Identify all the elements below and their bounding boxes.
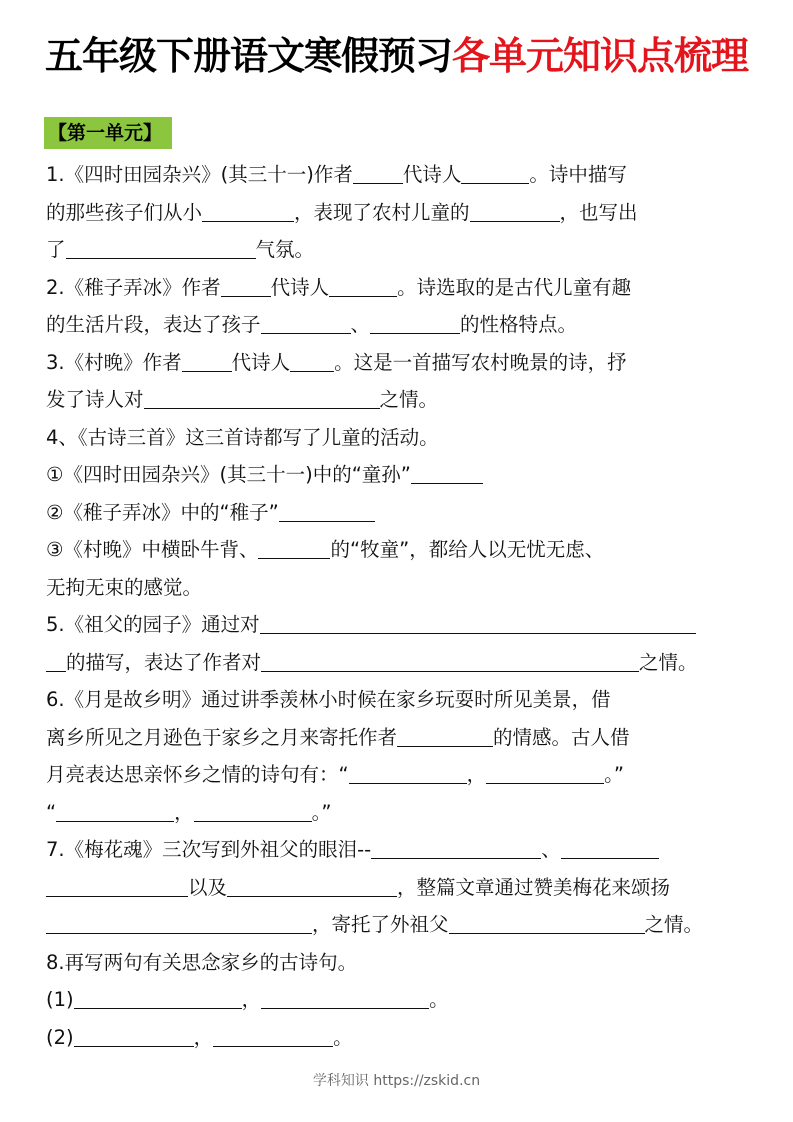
line-text: 4、《古诗三首》这三首诗都写了儿童的活动。 xyxy=(46,425,439,449)
worksheet-line xyxy=(46,494,751,532)
fill-in-blank[interactable] xyxy=(66,236,256,259)
line-text: 。诗中描写 xyxy=(529,163,627,186)
worksheet-line xyxy=(46,681,751,719)
worksheet-line xyxy=(46,981,751,1019)
fill-in-blank[interactable] xyxy=(461,161,529,184)
line-text: 6.《月是故乡明》通过讲季羡林小时候在家乡玩耍时所见美景，借 xyxy=(46,688,611,711)
worksheet-line xyxy=(46,231,751,269)
fill-in-blank[interactable] xyxy=(260,611,696,634)
line-text: 。” xyxy=(604,763,624,786)
line-text: 之情。 xyxy=(644,913,704,936)
worksheet-line xyxy=(46,194,751,232)
worksheet-line xyxy=(46,306,751,344)
line-text: ①《四时田园杂兴》(其三十一)中的“童孙” xyxy=(46,463,411,486)
fill-in-blank[interactable] xyxy=(182,349,232,372)
line-text: 发了诗人对 xyxy=(46,388,144,411)
line-text: 的描写，表达了作者对 xyxy=(66,650,262,674)
fill-in-blank[interactable] xyxy=(258,536,330,559)
line-text: 以及 xyxy=(188,875,228,899)
worksheet-line xyxy=(46,419,751,457)
fill-in-blank[interactable] xyxy=(561,836,659,859)
line-text: 1.《四时田园杂兴》(其三十一)作者 xyxy=(46,163,353,186)
line-text: 月亮表达思亲怀乡之情的诗句有：“ xyxy=(46,763,349,786)
line-text: 。 xyxy=(333,1025,353,1049)
fill-in-blank[interactable] xyxy=(279,499,375,522)
fill-in-blank[interactable] xyxy=(449,911,645,934)
line-text: 。这是一首描写农村晚景的诗，抒 xyxy=(334,350,627,374)
line-text: 5.《祖父的园子》通过对 xyxy=(46,613,260,636)
worksheet-line xyxy=(46,869,751,907)
fill-in-blank[interactable] xyxy=(353,161,403,184)
fill-in-blank[interactable] xyxy=(370,311,460,334)
line-text: 。” xyxy=(311,800,332,824)
line-text: 7.《梅花魂》三次写到外祖父的眼泪-- xyxy=(46,838,372,861)
fill-in-blank[interactable] xyxy=(349,761,467,784)
worksheet-line xyxy=(46,719,751,757)
line-text: ③《村晚》中横卧牛背、 xyxy=(46,538,259,561)
worksheet-line xyxy=(46,831,751,869)
fill-in-blank[interactable] xyxy=(213,1024,333,1047)
line-text: 的性格特点。 xyxy=(460,313,578,336)
title-main: 五年级下册语文寒假预习 xyxy=(44,34,452,78)
fill-in-blank[interactable] xyxy=(74,986,242,1009)
worksheet-line xyxy=(46,944,751,982)
worksheet-line xyxy=(46,156,751,194)
line-text: 的生活片段，表达了孩子 xyxy=(46,313,261,336)
fill-in-blank[interactable] xyxy=(397,724,493,747)
line-text: (1) xyxy=(46,988,74,1011)
line-text: 的那些孩子们从小 xyxy=(46,200,203,224)
fill-in-blank[interactable] xyxy=(329,274,397,297)
fill-in-blank[interactable] xyxy=(290,349,334,372)
line-text: 代诗人 xyxy=(402,163,462,186)
page-title xyxy=(0,32,793,80)
line-text: 无拘无束的感觉。 xyxy=(46,575,203,599)
fill-in-blank[interactable] xyxy=(46,874,188,897)
footer-watermark: 学科知识 https://zskid.cn xyxy=(312,1073,481,1089)
unit-heading: 【第一单元】 xyxy=(44,117,172,149)
worksheet-line xyxy=(46,1019,751,1057)
worksheet-line xyxy=(46,644,751,682)
fill-in-blank[interactable] xyxy=(261,311,351,334)
worksheet-line xyxy=(46,269,751,307)
line-text: ，整篇文章通过赞美梅花来颂扬 xyxy=(397,875,671,899)
line-text: 气氛。 xyxy=(255,238,315,261)
worksheet-line xyxy=(46,569,751,607)
line-text: ，寄托了外祖父 xyxy=(312,913,449,936)
line-text: 之情。 xyxy=(639,650,698,674)
fill-in-blank[interactable] xyxy=(144,386,380,409)
line-text: ， xyxy=(466,763,487,786)
line-text: ②《稚子弄冰》中的“稚子” xyxy=(46,500,279,524)
line-text: ， xyxy=(193,1025,214,1049)
line-text: 离乡所见之月逊色于家乡之月来寄托作者 xyxy=(46,725,398,749)
line-text: 3.《村晚》作者 xyxy=(46,350,182,374)
fill-in-blank[interactable] xyxy=(194,799,312,822)
line-text: 了 xyxy=(46,238,66,261)
fill-in-blank[interactable] xyxy=(371,836,541,859)
worksheet-line xyxy=(46,756,751,794)
line-text: 。 xyxy=(429,988,449,1011)
fill-in-blank[interactable] xyxy=(74,1024,194,1047)
line-text: (2) xyxy=(46,1025,74,1049)
line-text: 8.再写两句有关思念家乡的古诗句。 xyxy=(46,950,358,974)
fill-in-blank[interactable] xyxy=(261,649,639,672)
line-text: 的“牧童”，都给人以无忧无虑、 xyxy=(330,538,605,561)
fill-in-blank[interactable] xyxy=(470,199,560,222)
fill-in-blank[interactable] xyxy=(227,874,397,897)
worksheet-line xyxy=(46,456,751,494)
worksheet-line xyxy=(46,381,751,419)
fill-in-blank[interactable] xyxy=(261,986,429,1009)
line-text: 、 xyxy=(350,313,371,336)
fill-in-blank[interactable] xyxy=(56,799,174,822)
line-text: 、 xyxy=(541,838,561,861)
fill-in-blank[interactable] xyxy=(202,199,294,222)
worksheet-line xyxy=(46,906,751,944)
line-text: ， xyxy=(241,988,262,1011)
worksheet-line xyxy=(46,344,751,382)
title-highlight: 各单元知识点梳理 xyxy=(452,34,749,78)
fill-in-blank[interactable] xyxy=(46,649,66,672)
line-text: 之情。 xyxy=(379,388,439,411)
line-text: 代诗人 xyxy=(270,275,330,299)
line-text: ，也写出 xyxy=(559,200,638,224)
worksheet-line xyxy=(46,531,751,569)
line-text: ，表现了农村儿童的 xyxy=(294,200,470,224)
fill-in-blank[interactable] xyxy=(46,911,312,934)
line-text: 的情感。古人借 xyxy=(493,725,630,749)
line-text: 。诗选取的是古代儿童有趣 xyxy=(397,275,632,299)
line-text: ， xyxy=(174,800,194,824)
line-text: “ xyxy=(46,800,57,824)
worksheet-line xyxy=(46,794,751,832)
worksheet-content xyxy=(46,156,751,1056)
fill-in-blank[interactable] xyxy=(221,274,271,297)
line-text: 2.《稚子弄冰》作者 xyxy=(46,275,221,299)
fill-in-blank[interactable] xyxy=(411,461,483,484)
worksheet-line xyxy=(46,606,751,644)
line-text: 代诗人 xyxy=(231,350,291,374)
fill-in-blank[interactable] xyxy=(486,761,604,784)
